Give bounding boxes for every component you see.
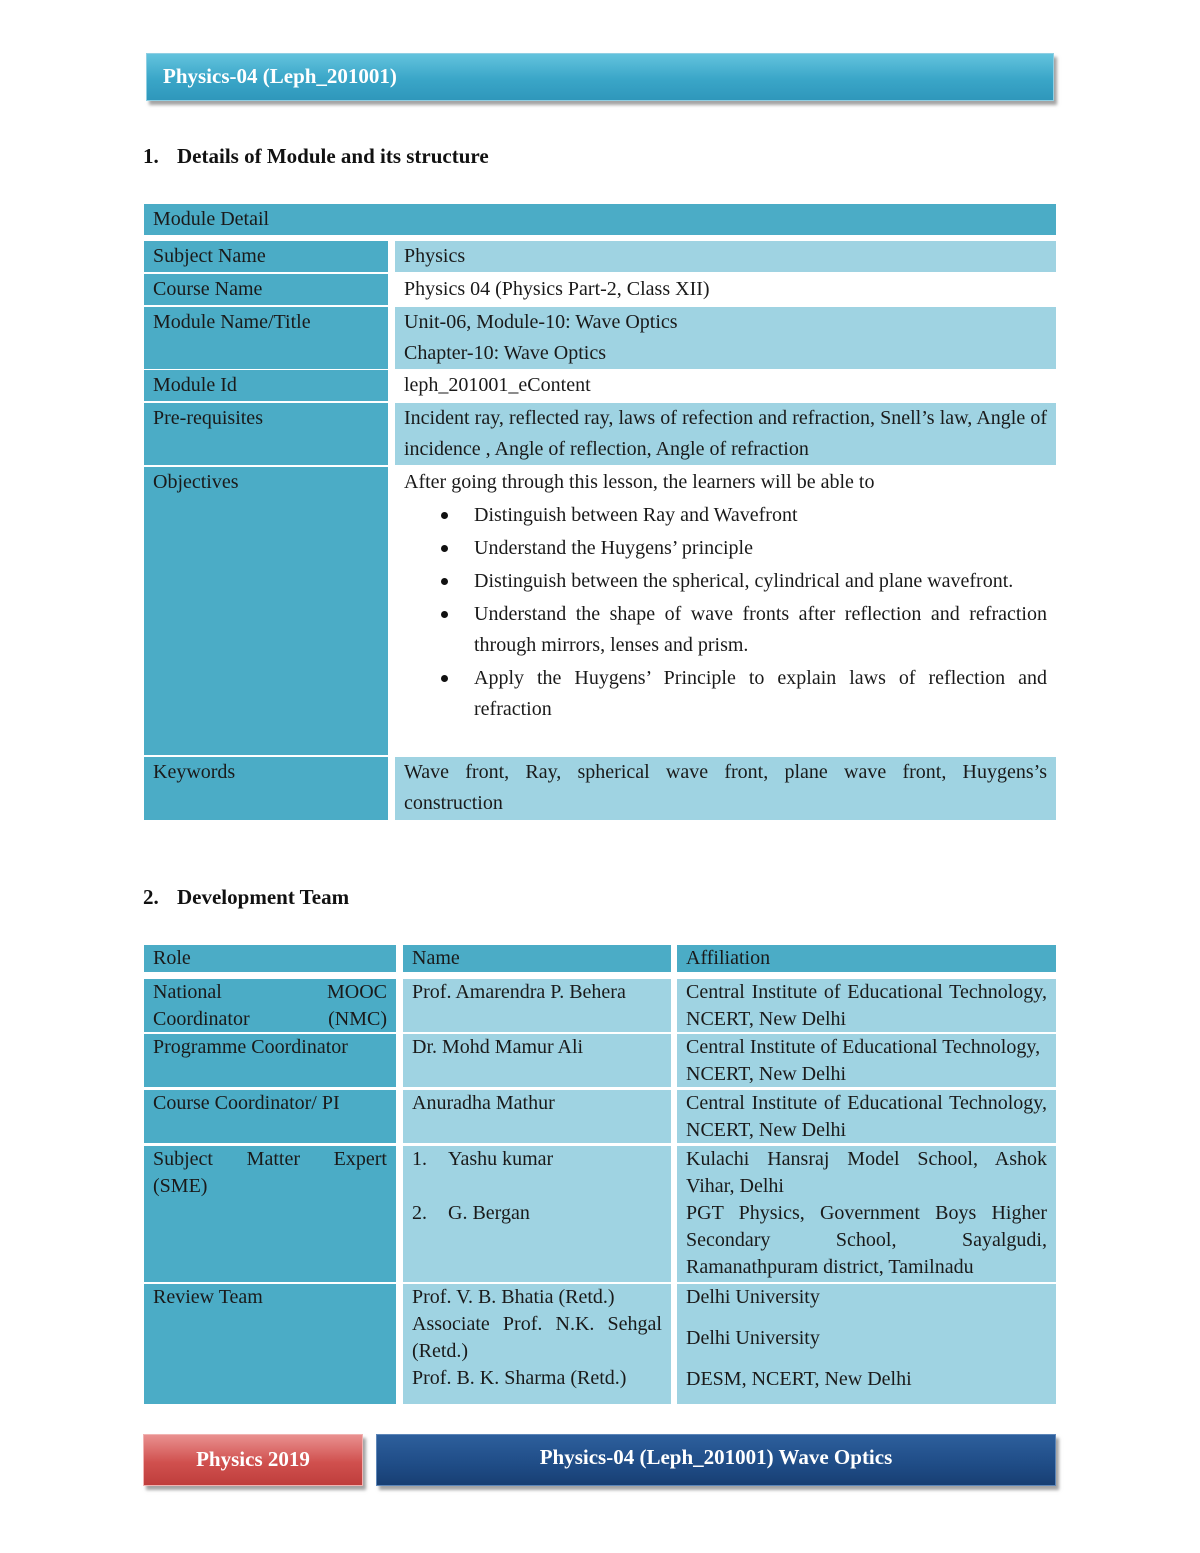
team-name [403, 1284, 671, 1404]
objective-item [404, 566, 1047, 597]
section-number: 1. [143, 144, 159, 168]
list-number: 2. [412, 1202, 427, 1224]
sme-affiliation: Kulachi Hansraj Model School, Ashok Vihar, Delhi [686, 1148, 1047, 1197]
team-name: Anuradha Mathur [403, 1090, 671, 1143]
sme-name-list [412, 1146, 662, 1227]
reviewer-affiliation: Delhi University [686, 1286, 820, 1308]
row-value-course-name: Physics 04 (Physics Part-2, Class XII) [395, 274, 1056, 305]
row-value-objectives [395, 467, 1056, 755]
sme-name: G. Bergan [448, 1202, 530, 1224]
objective-text: Understand the shape of wave fronts after reflection and refraction through mirrors, lenses and prism. [474, 603, 1047, 656]
module-title-line: Unit-06, Module-10: Wave Optics [404, 311, 678, 333]
row-value-keywords: Wave front, Ray, spherical wave front, plane wave front, Huygens’s construction [395, 757, 1056, 820]
row-label-keywords: Keywords [144, 757, 388, 820]
row-label-subject-name: Subject Name [144, 241, 388, 272]
bullet-icon [441, 675, 448, 682]
reviewer-affiliation: Delhi University [686, 1327, 820, 1349]
row-label-prerequisites: Pre-requisites [144, 403, 388, 465]
team-role: Course Coordinator/ PI [144, 1090, 396, 1143]
team-name [403, 1146, 671, 1282]
row-value-prerequisites: Incident ray, reflected ray, laws of refection and refraction, Snell’s law, Angle of incidence , Angle of reflection, Angle of refraction [395, 403, 1056, 465]
team-role [144, 979, 396, 1032]
team-role [144, 1146, 396, 1282]
sme-name: Yashu kumar [448, 1148, 554, 1170]
team-name: Dr. Mohd Mamur Ali [403, 1034, 671, 1087]
section-heading-module-details [143, 144, 489, 169]
bullet-icon [441, 545, 448, 552]
objective-text: Understand the Huygens’ principle [474, 537, 753, 559]
objective-text: Distinguish between the spherical, cylindrical and plane wavefront. [474, 570, 1014, 592]
reviewer-name: Prof. B. K. Sharma (Retd.) [412, 1367, 627, 1389]
reviewer-affiliation: DESM, NCERT, New Delhi [686, 1368, 912, 1390]
header-title: Physics-04 (Leph_201001) [163, 64, 397, 88]
objective-item [404, 599, 1047, 661]
objective-item [404, 533, 1047, 564]
objectives-list [404, 500, 1047, 725]
bullet-icon [441, 611, 448, 618]
section-title: Development Team [177, 885, 350, 909]
bullet-icon [441, 512, 448, 519]
sme-affiliation: PGT Physics, Government Boys Higher Secondary School, Sayalgudi, Ramanathpuram district, Tamilnadu [686, 1202, 1047, 1278]
list-number: 1. [412, 1148, 427, 1170]
team-affiliation [677, 1284, 1056, 1404]
sme-name-item [412, 1146, 662, 1173]
footer-year-badge: Physics 2019 [143, 1434, 363, 1486]
row-value-module-title [395, 307, 1056, 369]
team-header-affiliation: Affiliation [677, 945, 1056, 972]
bullet-icon [441, 578, 448, 585]
objective-text: Distinguish between Ray and Wavefront [474, 504, 798, 526]
header-banner [146, 53, 1054, 101]
section-heading-development-team [143, 885, 349, 910]
objective-item [404, 500, 1047, 531]
row-label-module-id: Module Id [144, 370, 388, 401]
reviewer-name: Prof. V. B. Bhatia (Retd.) [412, 1286, 615, 1308]
footer-title-banner: Physics-04 (Leph_201001) Wave Optics [376, 1434, 1056, 1486]
module-title-line: Chapter-10: Wave Optics [404, 342, 607, 364]
team-affiliation: Central Institute of Educational Technology, NCERT, New Delhi [677, 979, 1056, 1032]
team-header-name: Name [403, 945, 671, 972]
row-value-module-id: leph_201001_eContent [395, 370, 1056, 401]
team-role: Review Team [144, 1284, 396, 1404]
sme-name-item [412, 1200, 662, 1227]
row-label-module-title: Module Name/Title [144, 307, 388, 369]
objective-item [404, 663, 1047, 725]
team-role-text: National MOOC Coordinator (NMC) [153, 981, 387, 1030]
team-role: Programme Coordinator [144, 1034, 396, 1087]
team-affiliation [677, 1146, 1056, 1282]
objectives-intro: After going through this lesson, the learners will be able to [404, 471, 875, 493]
team-role-text: Subject Matter Expert (SME) [153, 1148, 387, 1197]
section-number: 2. [143, 885, 159, 909]
team-affiliation: Central Institute of Educational Technology, NCERT, New Delhi [677, 1090, 1056, 1143]
team-affiliation: Central Institute of Educational Technology, NCERT, New Delhi [677, 1034, 1056, 1087]
team-name: Prof. Amarendra P. Behera [403, 979, 671, 1032]
row-label-course-name: Course Name [144, 274, 388, 305]
row-value-subject-name: Physics [395, 241, 1056, 272]
row-label-objectives: Objectives [144, 467, 388, 755]
team-header-role: Role [144, 945, 396, 972]
section-title: Details of Module and its structure [177, 144, 489, 168]
module-detail-header: Module Detail [144, 204, 1056, 235]
objective-text: Apply the Huygens’ Principle to explain laws of reflection and refraction [474, 667, 1047, 720]
reviewer-name: Associate Prof. N.K. Sehgal (Retd.) [412, 1313, 662, 1362]
